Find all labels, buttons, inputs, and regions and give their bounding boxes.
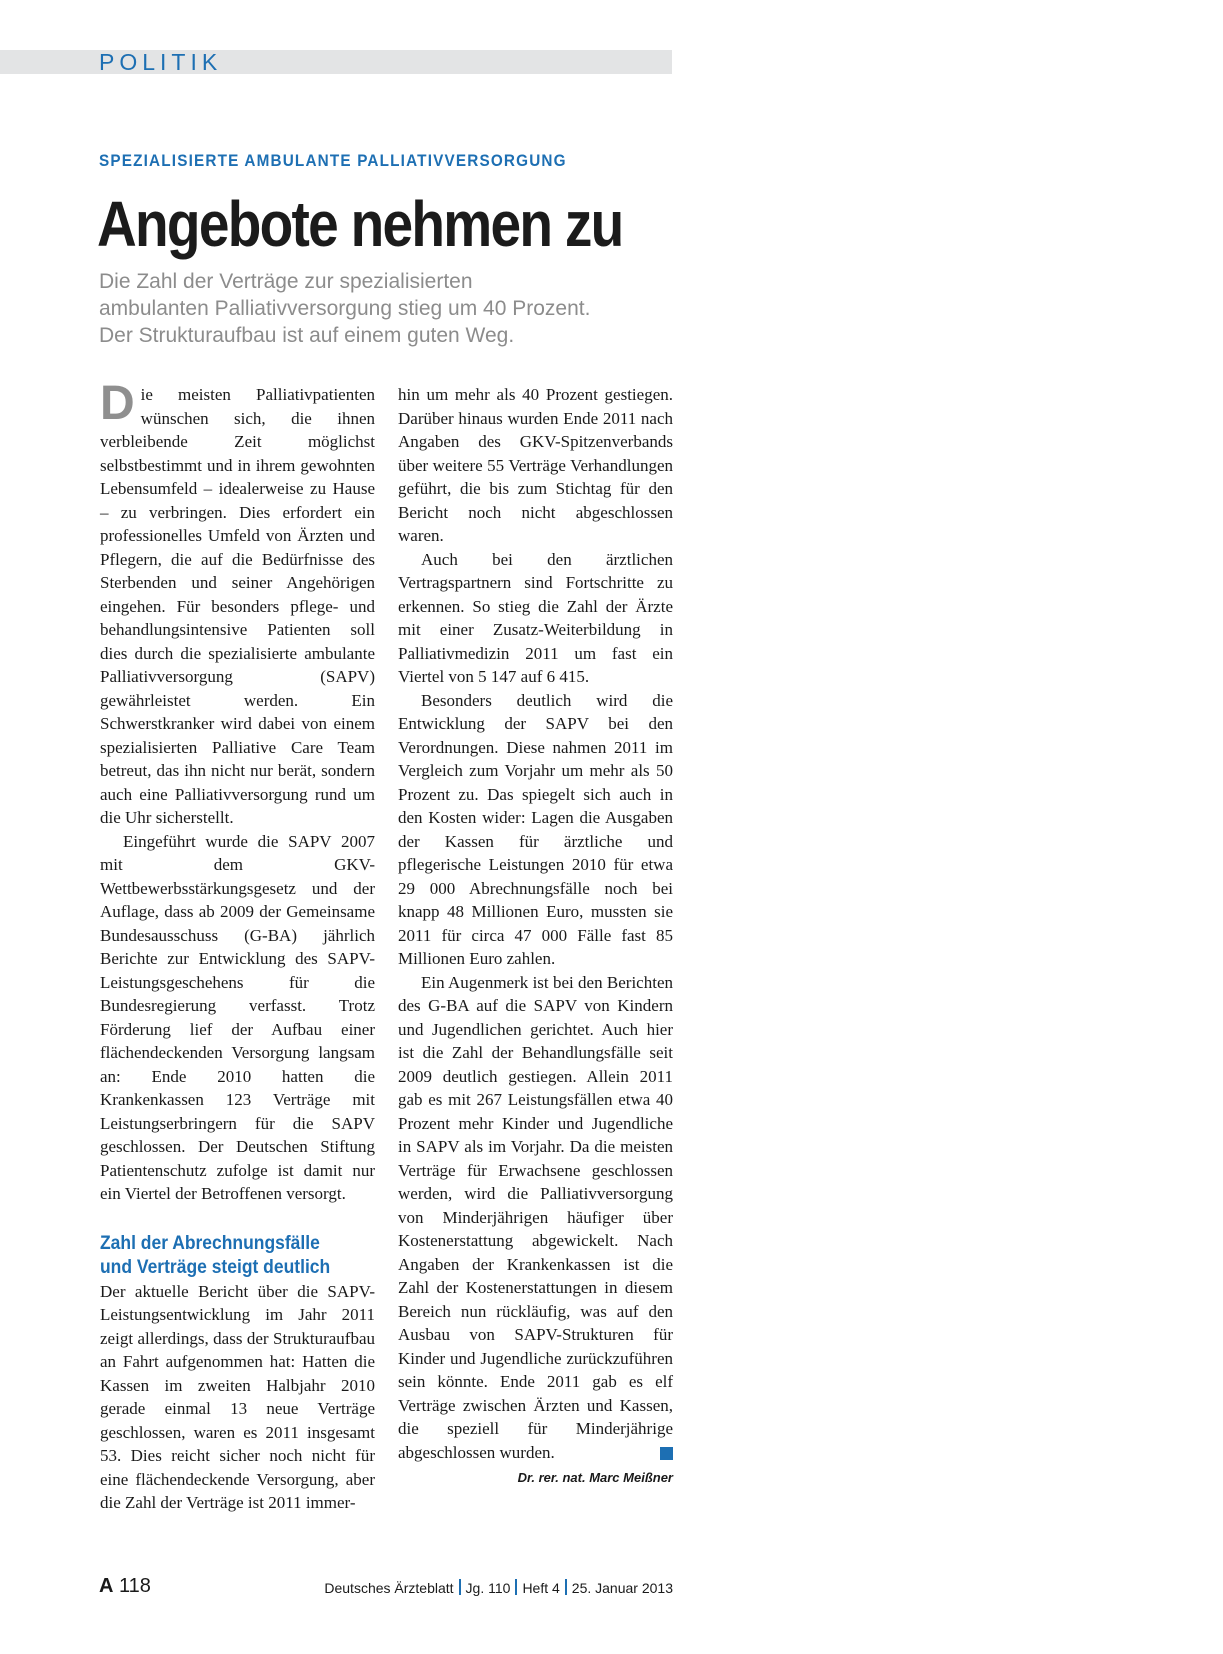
- separator: [515, 1579, 517, 1595]
- end-mark-icon: [660, 1447, 673, 1460]
- author-byline: Dr. rer. nat. Marc Meißner: [517, 1470, 673, 1485]
- section-label: POLITIK: [99, 49, 223, 75]
- lead-line: Der Strukturaufbau ist auf einem guten Weg.: [99, 324, 515, 347]
- paragraph: [100, 377, 375, 830]
- subheading-line: Zahl der Abrechnungsfälle: [100, 1232, 320, 1254]
- page-number-value: 118: [119, 1575, 151, 1597]
- article-title: Angebote nehmen zu: [97, 188, 623, 260]
- lead-line: ambulanten Palliativversorgung stieg um 40 Prozent.: [99, 297, 591, 320]
- footer-meta: [324, 1578, 673, 1598]
- issue-date: 25. Januar 2013: [571, 1580, 673, 1596]
- paragraph-text: ie meisten Palliativpatienten wünschen sich, die ihnen verbleibende Zeit möglichst selbstbestimmt und in ihrem gewohnten Lebensumfeld – idealerweise zu Hause – zu verbringen. Dies erfordert ein professionelles Umfeld von Ärzten und Pflegern, die auf die Bedürfnisse des Sterbenden und seiner Angehörigen eingehen. Für besonders pflege- und behandlungsintensive Patienten soll dies durch die spezialisierte ambulante Palliativversorgung (SAPV) gewährleistet werden. Ein Schwerstkranker wird dabei von einem spezialisierten Palliative Care Team betreut, das ihn nicht nur berät, sondern auch eine Palliativversorgung rund um die Uhr sicherstellt.: [100, 385, 375, 827]
- issue: Heft 4: [522, 1580, 560, 1596]
- text-column-right: [398, 383, 673, 1488]
- lead-line: Die Zahl der Verträge zur spezialisierten: [99, 270, 473, 293]
- volume: Jg. 110: [465, 1580, 511, 1596]
- subheading: [100, 1232, 353, 1280]
- page-number: [99, 1574, 151, 1598]
- page-prefix: A: [99, 1575, 114, 1597]
- article-lead: [99, 268, 689, 349]
- text-column-left: [100, 377, 375, 1515]
- drop-cap: D: [100, 377, 135, 430]
- article-kicker: SPEZIALISIERTE AMBULANTE PALLIATIVVERSORGUNG: [99, 151, 567, 170]
- paragraph: hin um mehr als 40 Prozent gestiegen. Darüber hinaus wurden Ende 2011 nach Angaben des GKV-Spitzenverbands über weitere 55 Verträge Verhandlungen geführt, die bis zum Stichtag für den Bericht noch nicht abgeschlossen waren.: [398, 385, 673, 545]
- publication-name: Deutsches Ärzteblatt: [324, 1580, 454, 1596]
- paragraph: Auch bei den ärztlichen Vertragspartnern sind Fortschritte zu erkennen. So stieg die Zahl der Ärzte mit einer Zusatz-Weiterbildung in Palliativmedizin 2011 um fast ein Viertel von 5 147 auf 6 415.: [398, 549, 673, 686]
- paragraph: Besonders deutlich wird die Entwicklung der SAPV bei den Verordnungen. Diese nahmen 2011 im Vergleich zum Vorjahr um mehr als 50 Prozent zu. Das spiegelt sich auch in den Kosten wider: Lagen die Ausgaben der Kassen für ärztliche und pflegerische Leistungen 2010 für etwa 29 000 Abrechnungsfälle noch bei knapp 48 Millionen Euro, mussten sie 2011 für circa 47 000 Fälle fast 85 Millionen Euro zahlen.: [398, 690, 673, 968]
- subheading-line: und Verträge steigt deutlich: [100, 1256, 331, 1278]
- separator: [565, 1579, 567, 1595]
- paragraph: Der aktuelle Bericht über die SAPV-Leistungsentwicklung im Jahr 2011 zeigt allerdings, dass der Strukturaufbau an Fahrt aufgenommen hat: Hatten die Kassen im zweiten Halbjahr 2010 gerade einmal 13 neue Verträge geschlossen, waren es 2011 insgesamt 53. Dies reicht sicher noch nicht für eine flächendeckende Versorgung, aber die Zahl der Verträge ist 2011 immer-: [100, 1281, 375, 1512]
- paragraph: Eingeführt wurde die SAPV 2007 mit dem GKV-Wettbewerbsstärkungsgesetz und der Auflage, dass ab 2009 der Gemeinsame Bundesausschuss (G-BA) jährlich Berichte zur Entwicklung des SAPV-Leistungsgeschehens für die Bundesregierung verfasst. Trotz Förderung lief der Aufbau einer flächendeckenden Versorgung langsam an: Ende 2010 hatten die Krankenkassen 123 Verträge mit Leistungserbringern für die SAPV geschlossen. Der Deutschen Stiftung Patientenschutz zufolge ist damit nur ein Viertel der Betroffenen versorgt.: [100, 831, 375, 1203]
- paragraph: [398, 971, 673, 1465]
- paragraph-text: Ein Augenmerk ist bei den Berichten des G-BA auf die SAPV von Kindern und Jugendlichen gerichtet. Auch hier ist die Zahl der Behandlungsfälle seit 2009 deutlich gestiegen. Allein 2011 gab es mit 267 Leistungsfällen etwa 40 Prozent mehr Kinder und Jugendliche in SAPV als im Vorjahr. Da die meisten Verträge für Erwachsene geschlossen werden, wird die Palliativversorgung von Minderjährigen häufiger über Kostenerstattung abgewickelt. Nach Angaben der Krankenkassen ist die Zahl der Kostenerstattungen in diesem Bereich nun rückläufig, was auf den Ausbau von SAPV-Strukturen für Kinder und Jugendliche zurückzuführen sein könnte. Ende 2011 gab es elf Verträge zwischen Ärzten und Kassen, die speziell für Minderjährige abgeschlossen wurden.: [398, 972, 673, 1462]
- separator: [459, 1579, 461, 1595]
